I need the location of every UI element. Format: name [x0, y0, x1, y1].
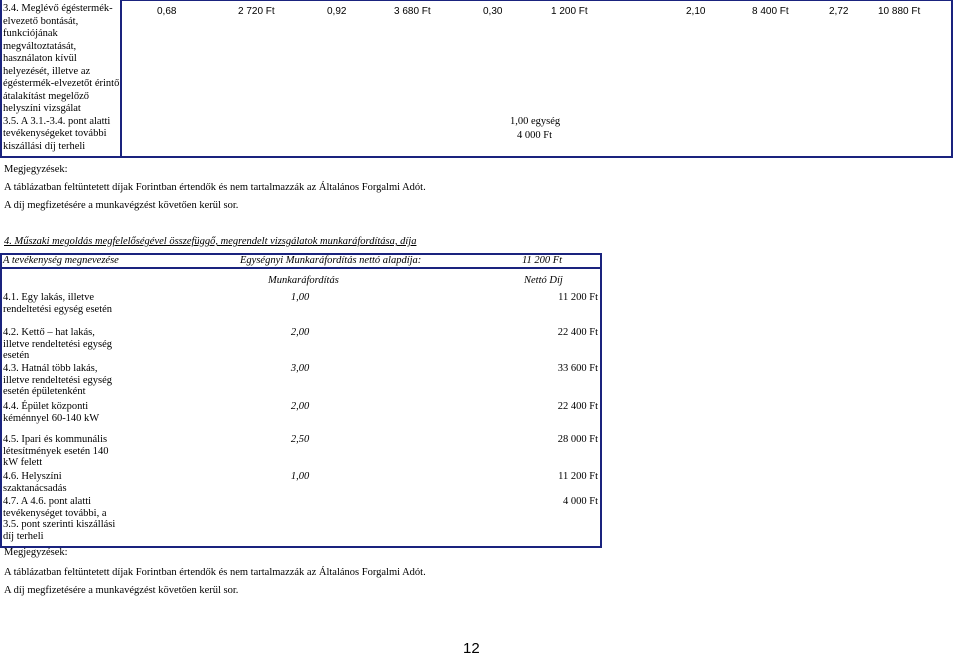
subheader-net: Nettó Díj — [524, 275, 563, 286]
header-unit-price-label: Egységnyi Munkaráfordítás nettó alapdíja: — [240, 255, 422, 266]
value-cell: 0,30 — [483, 6, 503, 17]
table-row-net: 4 000 Ft — [562, 496, 598, 507]
notes-vat-line: A táblázatban feltüntetett díjak Forintban értendők és nem tartalmazzák az Általános Forgalmi Adót. — [4, 567, 426, 578]
value-cell: 0,92 — [327, 6, 347, 17]
table-row-label: 4.3. Hatnál több lakás, illetve rendeltetési egység esetén épületenként — [3, 363, 113, 397]
notes-vat-line: A táblázatban feltüntetett díjak Forintban értendők és nem tartalmazzák az Általános Forgalmi Adót. — [4, 182, 426, 193]
row-label-line: tevékenységeket további — [3, 128, 107, 139]
notes-payment-line: A díj megfizetésére a munkavégzést követően kerül sor. — [4, 585, 239, 596]
row-label-line: használaton kívül — [3, 53, 77, 64]
row-label-3-4-3-5 — [3, 3, 123, 161]
value-cell: 2,72 — [829, 6, 849, 17]
table-row-work: 2,00 — [290, 401, 310, 412]
extra-price: 4 000 Ft — [517, 130, 553, 141]
table-row-net: 11 200 Ft — [558, 471, 598, 482]
header-unit-price: 11 200 Ft — [522, 255, 563, 266]
row-label-line: helyszíni vizsgálat — [3, 103, 81, 114]
table-row-net: 22 400 Ft — [557, 401, 598, 412]
table-row-label: 4.5. Ipari és kommunális létesítmények esetén 140 kW felett — [3, 434, 109, 468]
table-row-label: 4.4. Épület központi kéménnyel 60-140 kW — [3, 401, 100, 424]
table-row-label: 4.1. Egy lakás, illetve rendeltetési egység esetén — [3, 292, 113, 315]
table-row-label: 4.6. Helyszíni szaktanácsadás — [3, 471, 67, 494]
value-cell: 10 880 Ft — [878, 6, 921, 17]
table-row-work: 2,50 — [290, 434, 310, 445]
row-label-line: égéstermék-elvezetőt érintő — [3, 78, 120, 89]
value-cell: 1 200 Ft — [551, 6, 588, 17]
table-row-net: 33 600 Ft — [557, 363, 598, 374]
table-row-net: 28 000 Ft — [557, 434, 598, 445]
table-row-work: 1,00 — [290, 292, 310, 303]
row-label-line: elvezető bontását, — [3, 15, 79, 27]
table-row-work: 2,00 — [290, 327, 310, 338]
subheader-work: Munkaráfordítás — [268, 275, 339, 286]
row-label-line: kiszállási díj terheli — [3, 140, 86, 152]
value-cell: 2,10 — [686, 6, 706, 17]
page-number: 12 — [463, 640, 480, 657]
row-label-line: 3.5. A 3.1.-3.4. pont alatti — [3, 115, 111, 127]
row-label-line: 3.4. Meglévő égéstermék- — [3, 3, 113, 14]
notes-heading: Megjegyzések: — [4, 164, 68, 175]
notes-heading: Megjegyzések: — [4, 547, 68, 558]
table-row-work: 1,00 — [290, 471, 310, 482]
row-label-line: helyezését, illetve az — [3, 65, 91, 77]
table-row-net: 11 200 Ft — [558, 292, 598, 303]
section-4-title: 4. Műszaki megoldás megfelelőségével összefüggő, megrendelt vizsgálatok munkaráfordítása, díja — [4, 236, 417, 247]
value-cell: 3 680 Ft — [394, 6, 431, 17]
row-label-line: funkciójának — [3, 28, 58, 39]
value-cell: 8 400 Ft — [752, 6, 789, 17]
table-row-net: 22 400 Ft — [557, 327, 598, 338]
table-row-label: 4.7. A 4.6. pont alatti tevékenységet további, a 3.5. pont szerinti kiszállási díj terheli — [3, 496, 116, 542]
value-cell: 0,68 — [157, 6, 177, 17]
row-label-line: átalakítást megelőző — [3, 90, 90, 102]
extra-qty: 1,00 egység — [510, 116, 561, 127]
table-row-label: 4.2. Kettő – hat lakás, illetve rendeltetési egység esetén — [3, 327, 113, 361]
table-row-work: 3,00 — [290, 363, 310, 374]
row-label-line: megváltoztatását, — [3, 40, 77, 52]
notes-payment-line: A díj megfizetésére a munkavégzést követően kerül sor. — [4, 200, 239, 211]
value-cell: 2 720 Ft — [238, 6, 275, 17]
price-table-4 — [0, 253, 602, 548]
header-activity: A tevékenység megnevezése — [3, 255, 119, 266]
price-table-3 — [0, 0, 953, 158]
